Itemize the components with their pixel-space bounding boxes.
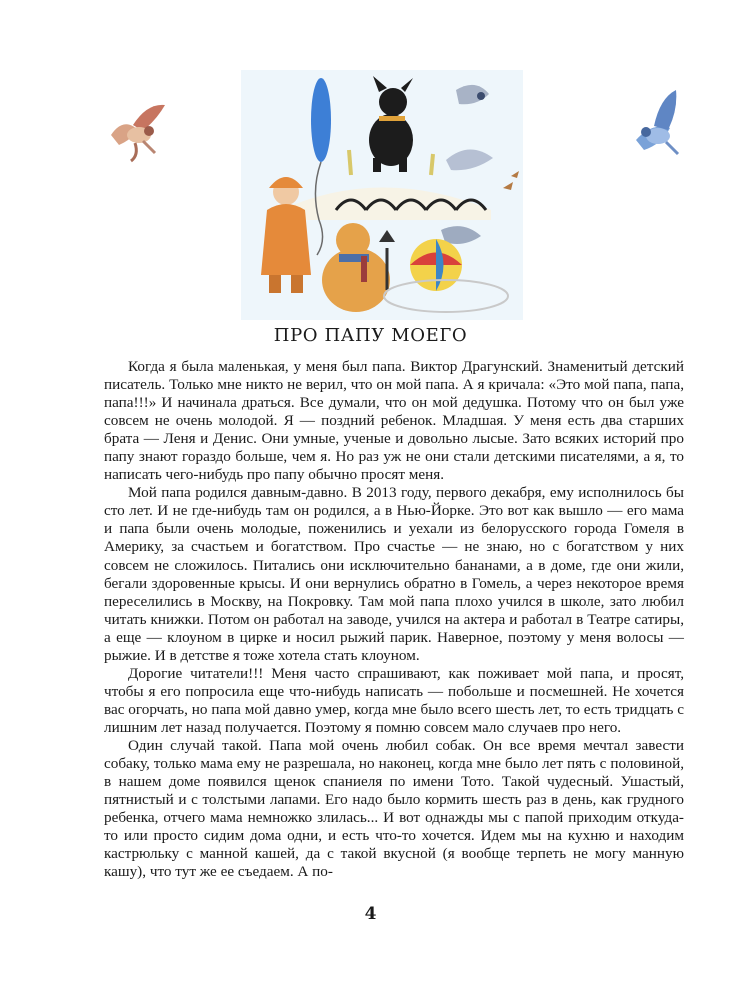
beach-ball [410, 239, 462, 291]
paragraph: Когда я была маленькая, у меня был папа. Виктор Драгунский. Знаменитый детский писатель. Только мне никто не верил, что он мой папа. А я кричала: «Это мой папа, папа, папа!!!» И начинала драться. Все думали, что он мой дедушка. Потому что он был уже совсем не очень молодой. Я — поздний ребенок. Младшая. У меня есть два старших брата — Леня и Денис. Они умные, ученые и довольно лысые. Зато всяких историй про папу знают гораздо больше, чем я. Но раз уж не они стали детскими писателями, а я, то написать чего-нибудь про папу обычно просят меня. [104, 358, 684, 484]
chapter-illustration [241, 70, 523, 320]
paragraph: Мой папа родился давным-давно. В 2013 году, первого декабря, ему исполнилось бы сто лет. И не где-нибудь там он родился, а в Нью-Йорке. Это вот как вышло — его мама и папа были очень молодые, поженились и уехали из белорусского города Гомеля в Америку, за счастьем и богатством. Про счастье — не знаю, но с богатством у них совсем не сложилось. Питались они исключительно бананами, а в доме, где они жили, бегали здоровенные крысы. И они вернулись обратно в Гомель, а через некоторое время переселились в Москву, на Покровку. Там мой папа плохо учился в школе, зато любил читать книжки. Потом он работал на заводе, учился на актера и работал в Театре сатиры, а еще — клоуном в цирке и носил рыжий парик. Наверное, поэтому у меня волосы — рыжие. И в детстве я тоже хотела стать клоуном. [104, 484, 684, 664]
chapter-title: ПРО ПАПУ МОЕГО [273, 325, 468, 346]
balloon [311, 78, 331, 162]
bird-left-illustration [103, 95, 175, 167]
bird-right-illustration [626, 82, 688, 164]
body-text [104, 358, 684, 881]
paragraph: Дорогие читатели!!! Меня часто спрашивают, как поживает мой папа, и просят, чтобы я его попросила еще что-нибудь написать — побольше и посмешней. Не хочется вас огорчать, но папа мой давно умер, когда мне было всего шесть лет, то есть тридцать с лишним лет назад получается. Поэтому я помню совсем мало случаев про него. [104, 664, 684, 736]
page-number: 4 [364, 904, 377, 924]
paragraph: Один случай такой. Папа мой очень любил собак. Он все время мечтал завести собаку, только мама ему не разрешала, но наконец, когда мне было лет пять с половиной, в нашем доме появился щенок спаниеля по имени Тото. Такой чудесный. Ушастый, пятнистый и с толстыми лапами. Его надо было кормить шесть раз в день, как грудного ребенка, отчего мама немножко злилась... И вот однажды мы с папой приходим откуда-то или просто сидим дома одни, и есть что-то хочется. Идем мы на кухню и находим кастрюльку с манной кашей, да с такой вкусной (я вообще терпеть не могу манную кашу), что тут же ее съедаем. А по- [104, 736, 684, 881]
